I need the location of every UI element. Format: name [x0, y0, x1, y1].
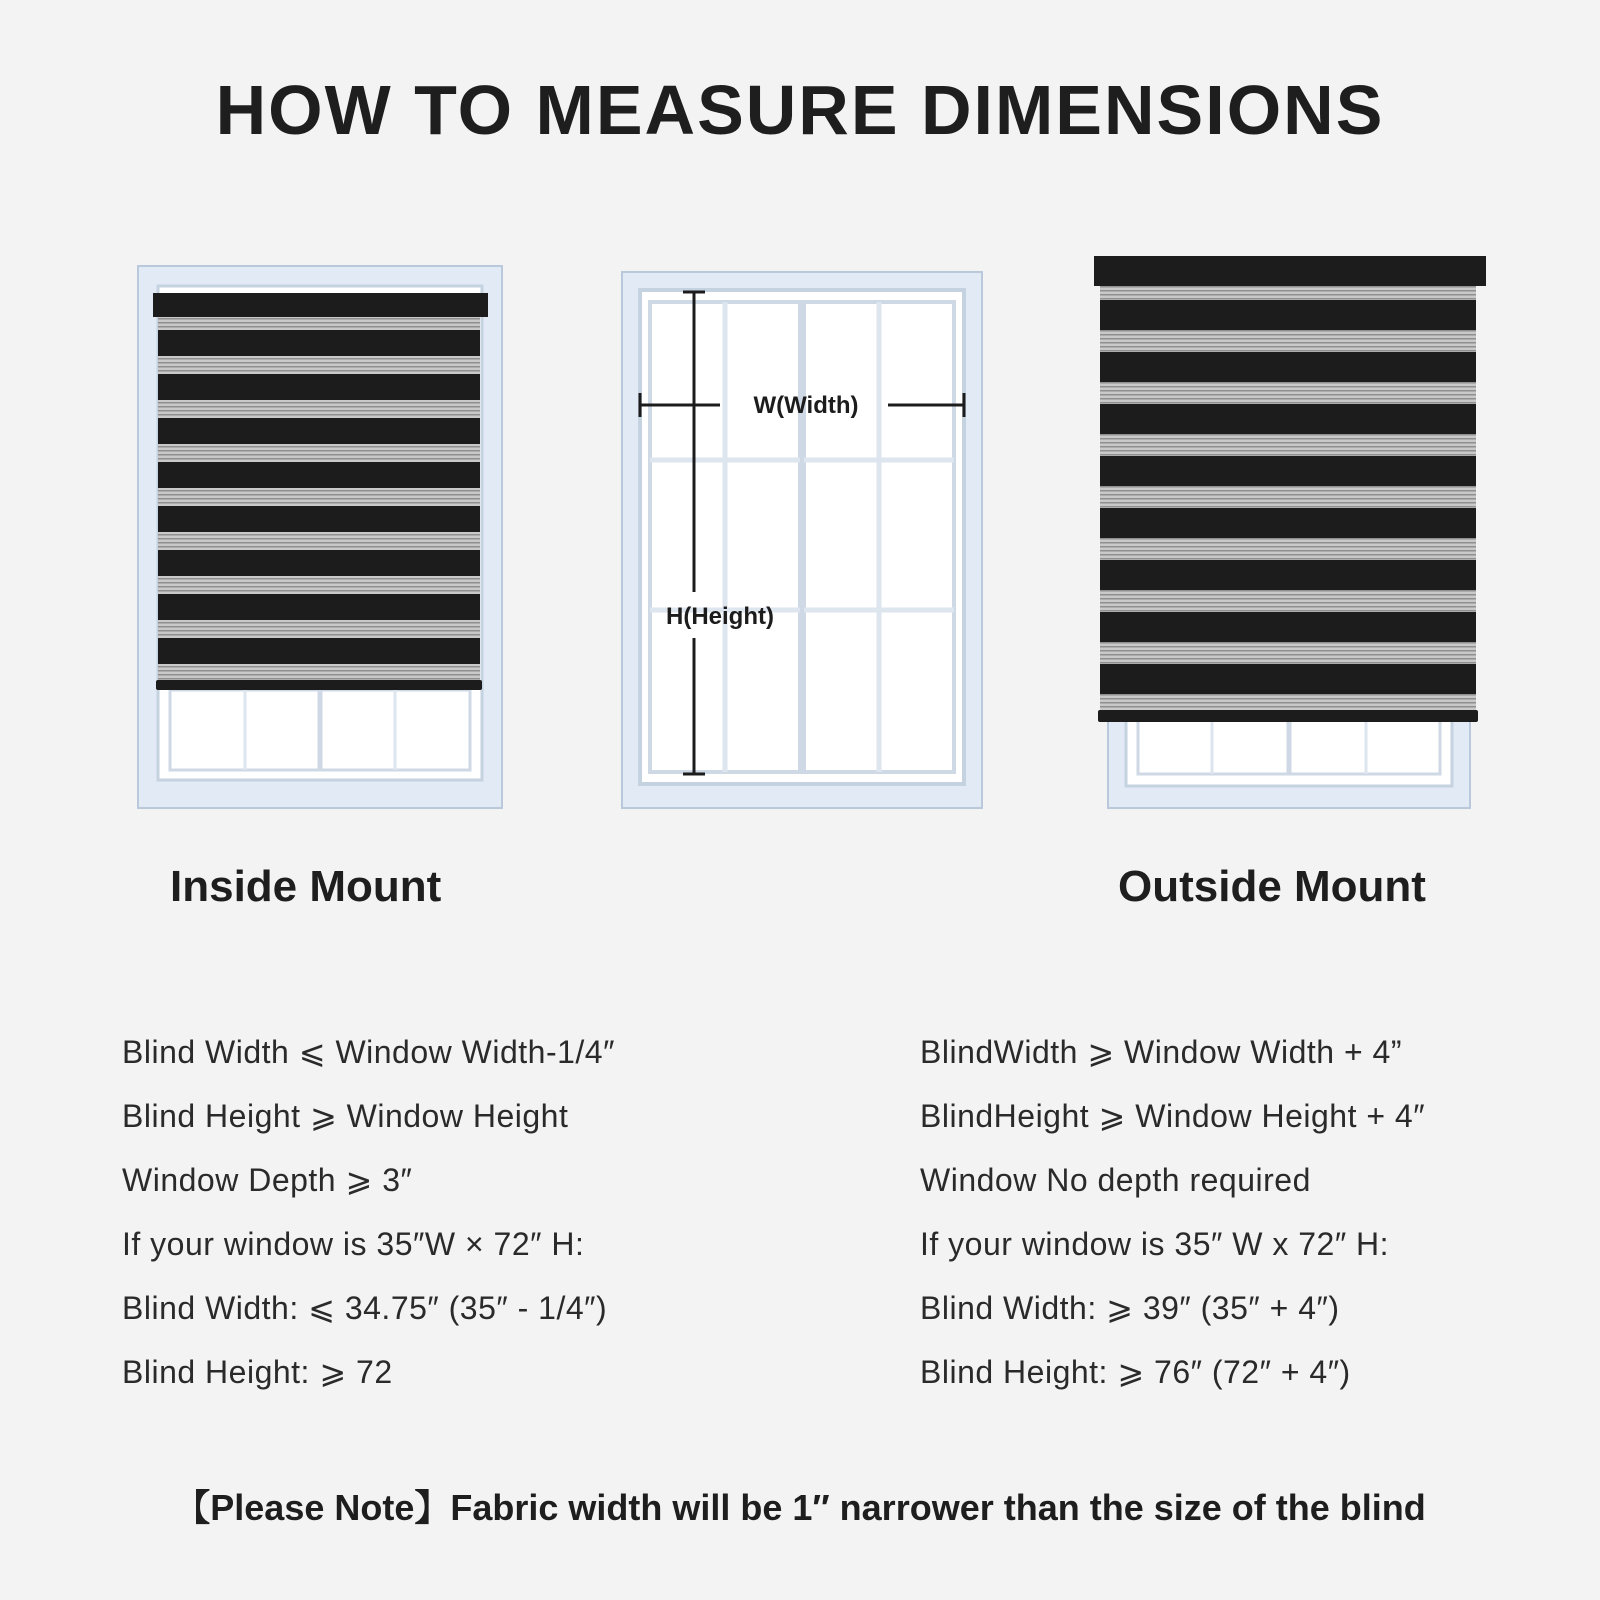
outside-mount-label: Outside Mount: [1118, 862, 1426, 911]
spec-line: Blind Height: ⩾ 72: [122, 1354, 393, 1390]
inside-mount-window: [138, 266, 502, 808]
spec-line: Blind Width: ⩾ 39″ (35″ + 4″): [920, 1290, 1340, 1326]
fabric-width-note: 【Please Note】Fabric width will be 1″ narrower than the size of the blind: [174, 1487, 1426, 1528]
spec-line: BlindWidth ⩾ Window Width + 4”: [920, 1034, 1402, 1070]
spec-line: Blind Width ⩽ Window Width-1/4″: [122, 1034, 615, 1070]
outside-mount-window: [1094, 256, 1486, 808]
spec-line: If your window is 35″ W x 72″ H:: [920, 1226, 1390, 1262]
spec-line: Blind Height: ⩾ 76″ (72″ + 4″): [920, 1354, 1351, 1390]
spec-line: Window No depth required: [920, 1162, 1311, 1198]
spec-line: Blind Height ⩾ Window Height: [122, 1098, 569, 1134]
outside-mount-specs: [920, 1020, 1425, 1404]
measurement-window: [622, 272, 982, 808]
spec-line: If your window is 35″W × 72″ H:: [122, 1226, 585, 1262]
measurement-illustrations: [0, 250, 1600, 830]
spec-line: Window Depth ⩾ 3″: [122, 1162, 413, 1198]
inside-mount-label: Inside Mount: [170, 862, 442, 911]
inside-zebra-blind: [153, 293, 488, 690]
width-label: W(Width): [753, 392, 859, 419]
height-label: H(Height): [666, 603, 774, 630]
outside-zebra-blind: [1094, 256, 1486, 722]
spec-line: Blind Width: ⩽ 34.75″ (35″ - 1/4″): [122, 1290, 608, 1326]
spec-line: BlindHeight ⩾ Window Height + 4″: [920, 1098, 1426, 1134]
inside-mount-specs: [122, 1020, 615, 1404]
page-title: HOW TO MEASURE DIMENSIONS: [215, 71, 1385, 149]
